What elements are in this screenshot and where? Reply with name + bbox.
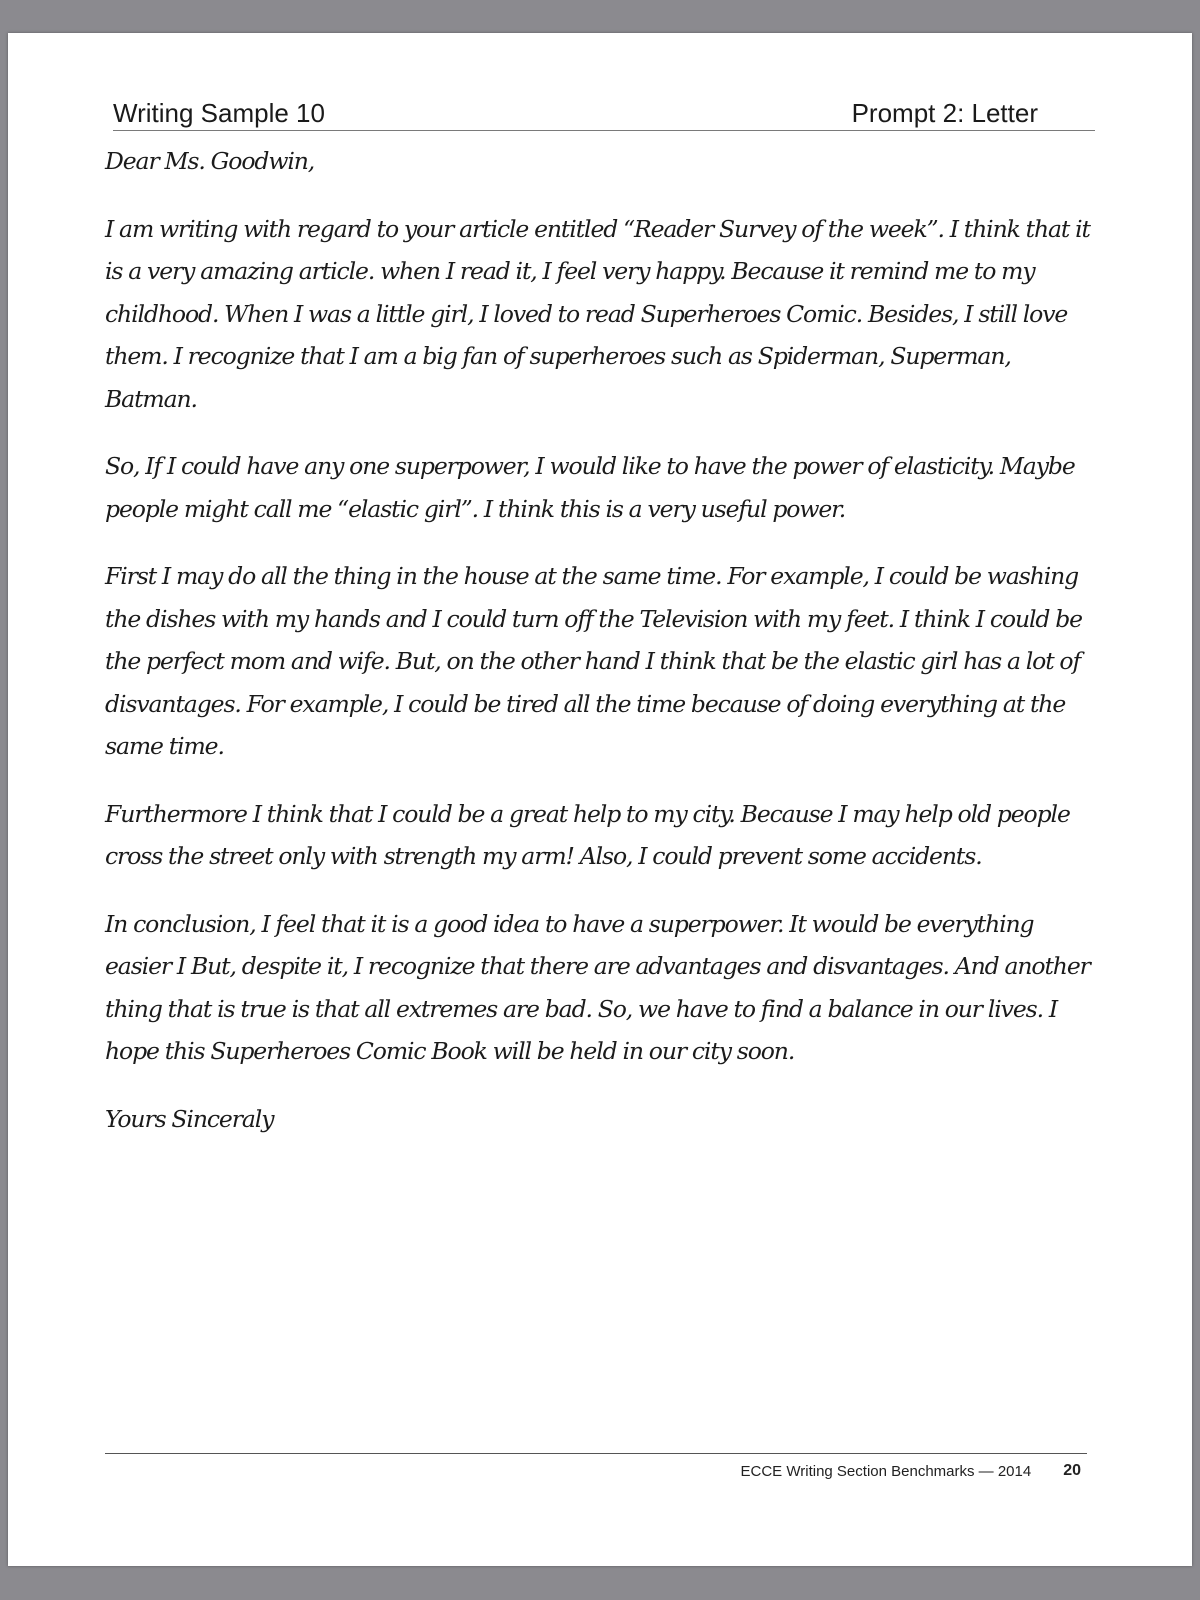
letter-paragraph-3: First I may do all the thing in the house at the same time. For example, I could be washing the dishes with my hands and I could turn off the Television with my feet. I think I could be the perfect mom and wife. But, on the other hand I think that be the elastic girl has a lot of disvantages. For example, I could be tired all the time because of doing everything at the same time. (105, 562, 1082, 760)
letter-salutation: Dear Ms. Goodwin, (105, 147, 315, 175)
letter-paragraph-4: Furthermore I think that I could be a great help to my city. Because I may help old people cross the street only with strength my arm! Also, I could prevent some accidents. (105, 799, 1070, 870)
header-prompt: Prompt 2: Letter (851, 98, 1038, 128)
letter-paragraph-1: I am writing with regard to your article entitled “Reader Survey of the week”. I think that it is a very amazing article. when I read it, I feel very happy. Because it remind me to my childhood. When I was a little girl, I loved to read Superheroes Comic. Besides, I still love them. I recognize that I am a big fan of superheroes such as Spiderman, Superman, Batman. (105, 214, 1090, 413)
page-number: 20 (1063, 1462, 1081, 1479)
footer-title: ECCE Writing Section Benchmarks — 2014 (740, 1462, 1032, 1480)
footer-divider (105, 1453, 1087, 1454)
header-title: Writing Sample 10 (113, 98, 325, 128)
letter-paragraph-5: In conclusion, I feel that it is a good idea to have a superpower. It would be everything easier I But, despite it, I recognize that there are advantages and disvantages. And another thing that is true is that all extremes are bad. So, we have to find a balance in our lives. I hope this Superheroes Comic Book will be held in our city soon. (105, 909, 1090, 1065)
letter-paragraph-2: So, If I could have any one superpower, I would like to have the power of elasticity. Maybe people might call me “elastic girl”. I think this is a very useful power. (105, 452, 1075, 523)
letter-body (105, 140, 1095, 1165)
page-footer (105, 1462, 1087, 1480)
page-header (113, 95, 1095, 131)
letter-closing: Yours Sinceraly (105, 1104, 274, 1133)
